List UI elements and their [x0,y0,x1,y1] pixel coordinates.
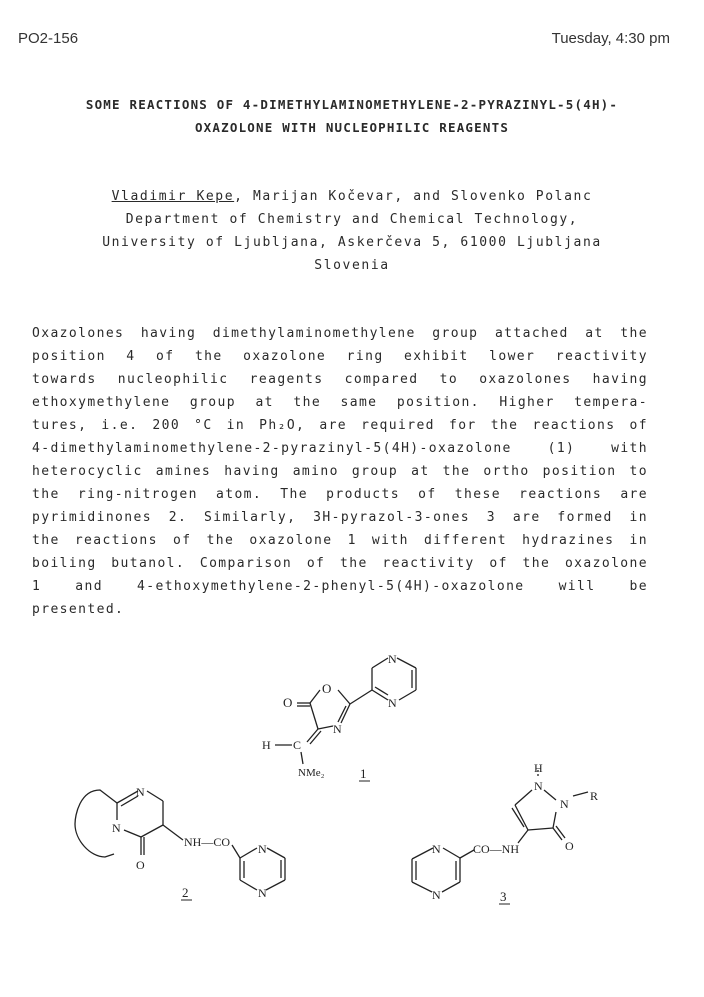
atom-label: N [136,785,145,799]
atom-label: N [258,886,267,900]
compound-number: 1 [360,766,367,781]
abstract-line: position 4 of the oxazolone ring exhibit lower reactivity [32,349,648,364]
country: Slovenia [314,258,390,273]
atom-label: C [293,738,302,752]
presenting-author: Vladimir Kepe [111,189,235,204]
atom-label: N [432,842,441,856]
atom-label: O [283,695,293,710]
title-line-2: OXAZOLONE WITH NUCLEOPHILIC REAGENTS [194,120,510,135]
compound-number: 2 [182,885,189,900]
abstract-code: PO2-156 [18,30,79,47]
co-authors: , Marijan Kočevar, and Slovenko Polanc [234,189,593,204]
fused-ring-system [75,790,183,857]
compound-3-structure [412,761,598,904]
atom-label: N [112,821,121,835]
abstract-line: the reactions of the oxazolone 1 with different hydrazines in [32,533,648,548]
atom-label: N [534,779,543,793]
abstract-line: boiling butanol. Comparison of the reactivity of the oxazolone [32,556,648,571]
pyrazolone-ring [512,770,588,843]
abstract-line: the ring-nitrogen atom. The products of these reactions are [32,487,648,502]
compound-3-pyrazine [412,848,474,892]
atom-label: O [136,858,145,872]
compound-2-structure [75,785,285,900]
compound-1-pyrazine [350,658,416,704]
abstract-line: towards nucleophilic reagents compared to oxazolones having [32,372,648,387]
compound-1-structure [262,652,416,781]
amide-label: CO—NH [473,842,520,856]
session-datetime: Tuesday, 4:30 pm [551,30,670,47]
atom-label: NMe₂ [298,767,325,779]
department: Department of Chemistry and Chemical Technology, [125,212,579,227]
university-address: University of Ljubljana, Askerčeva 5, 61000 Ljubljana [102,235,602,250]
atom-label: N [258,842,267,856]
abstract-line: presented. [32,602,125,617]
atom-label: N [333,722,342,736]
atom-label: O [565,839,574,853]
abstract-line: ethoxymethylene group at the same position. Higher tempera- [32,395,648,410]
compound-number: 3 [500,889,507,904]
atom-label: N [560,797,569,811]
abstract-line: pyrimidinones 2. Similarly, 3H-pyrazol-3-ones 3 are formed in [32,510,648,525]
title-line-1: SOME REACTIONS OF 4-DIMETHYLAMINOMETHYLENE-2-PYRAZINYL-5(4H)- [85,97,619,112]
atom-label: O [322,681,332,696]
abstract-line: 4-dimethylaminomethylene-2-pyrazinyl-5(4H)-oxazolone (1) with [32,441,648,456]
atom-label: H [262,738,271,752]
atom-label: N [388,696,397,710]
abstract-line: heterocyclic amines having amino group at the ortho position to [32,464,648,479]
atom-label: R [590,789,599,803]
amide-label: NH—CO [184,835,231,849]
atom-label: H [534,761,543,775]
atom-label: N [388,652,397,666]
abstract-line: 1 and 4-ethoxymethylene-2-phenyl-5(4H)-oxazolone will be [32,579,648,594]
atom-label: N [432,888,441,902]
abstract-line: Oxazolones having dimethylaminomethylene group attached at the [32,326,648,341]
abstract-line: tures, i.e. 200 °C in Ph₂O, are required for the reactions of [32,418,648,433]
